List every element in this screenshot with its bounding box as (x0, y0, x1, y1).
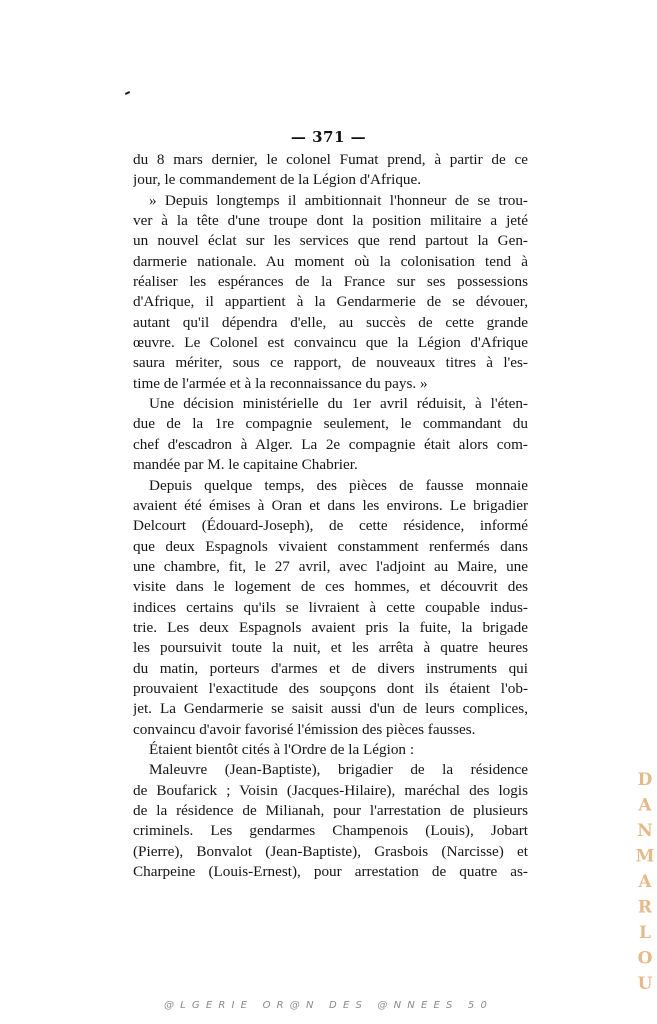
text-line: darmerie nationale. Au moment où la colonisation tend à (133, 252, 528, 270)
text-line: du 8 mars dernier, le colonel Fumat prend, à partir de ce (133, 151, 528, 168)
text-line: Delcourt (Édouard-Joseph), de cette résidence, informé (133, 517, 528, 535)
text-line: time de l'armée et à la reconnaissance du pays. » (133, 374, 428, 392)
text-line: chef d'escadron à Alger. La 2e compagnie était alors com- (133, 435, 528, 453)
text-line: du matin, porteurs d'armes et de divers instruments qui (133, 659, 528, 677)
text-line: une chambre, fit, le 27 avril, avec l'adjoint au Maire, une (133, 557, 528, 575)
text-line: indices certains qu'ils se livraient à cette coupable indus- (133, 598, 528, 616)
text-line: réaliser les espérances de la France sur ses possessions (133, 273, 528, 291)
text-line: Maleuvre (Jean-Baptiste), brigadier de la résidence (149, 761, 528, 779)
ink-speck (125, 91, 130, 95)
text-line: œuvre. Le Colonel est convaincu que la Légion d'Afrique (133, 334, 528, 352)
text-line: un nouvel éclat sur les services que rend partout la Gen- (133, 232, 528, 250)
body-text (133, 150, 528, 882)
text-line: (Pierre), Bonvalot (Jean-Baptiste), Grasbois (Narcisse) et (133, 842, 528, 860)
text-line: avaient été émises à Oran et dans les environs. Le brigadier (133, 496, 528, 514)
text-line: criminels. Les gendarmes Champenois (Louis), Jobart (133, 822, 528, 840)
text-line: saura mériter, sous ce rapport, de nouveaux titres à l'es- (133, 354, 528, 372)
text-line: prouvaient l'exactitude des soupçons dont ils étaient l'ob- (133, 679, 528, 697)
text-line: de la résidence de Milianah, pour l'arrestation de plusieurs (133, 802, 528, 819)
text-line: » Depuis longtemps il ambitionnait l'honneur de se trou- (149, 191, 528, 209)
text-line: due de la 1re compagnie seulement, le commandant du (133, 415, 528, 433)
text-line: ver à la tête d'une troupe dont la position militaire a jeté (133, 212, 528, 230)
text-line: Depuis quelque temps, des pièces de fausse monnaie (149, 476, 528, 494)
text-line: trie. Les deux Espagnols avaient pris la fuite, la brigade (133, 618, 528, 636)
text-line: autant qu'il dépendra d'elle, au succès de cette grande (133, 313, 528, 331)
text-line: convaincu d'avoir favorisé l'émission des pièces fausses. (133, 720, 476, 738)
text-line: les poursuivit toute la nuit, et les arrêta à quatre heures (133, 639, 528, 657)
text-line: de Boufarick ; Voisin (Jacques-Hilaire), maréchal des logis (133, 781, 528, 799)
footer-caption: @LGERIE OR@N DES @NNEES 50 (163, 1000, 494, 1011)
text-line: visite dans le logement de ces hommes, et découvrit des (133, 578, 528, 596)
text-line: que deux Espagnols vivaient constamment renfermés dans (133, 537, 528, 555)
page-number: — 371 — (290, 128, 367, 146)
text-line: jet. La Gendarmerie se saisit aussi d'un de leurs complices, (133, 700, 528, 718)
watermark-danmarlou: DANMARLOU (635, 770, 655, 1000)
text-line: d'Afrique, il appartient à la Gendarmerie de se dévouer, (133, 293, 528, 311)
text-line: Étaient bientôt cités à l'Ordre de la Légion : (149, 740, 415, 758)
text-line: Une décision ministérielle du 1er avril réduisit, à l'éten- (149, 395, 528, 413)
text-line: jour, le commandement de la Légion d'Afrique. (133, 171, 422, 189)
text-line: Charpeine (Louis-Ernest), pour arrestation de quatre as- (133, 863, 528, 881)
text-line: mandée par M. le capitaine Chabrier. (133, 456, 358, 474)
